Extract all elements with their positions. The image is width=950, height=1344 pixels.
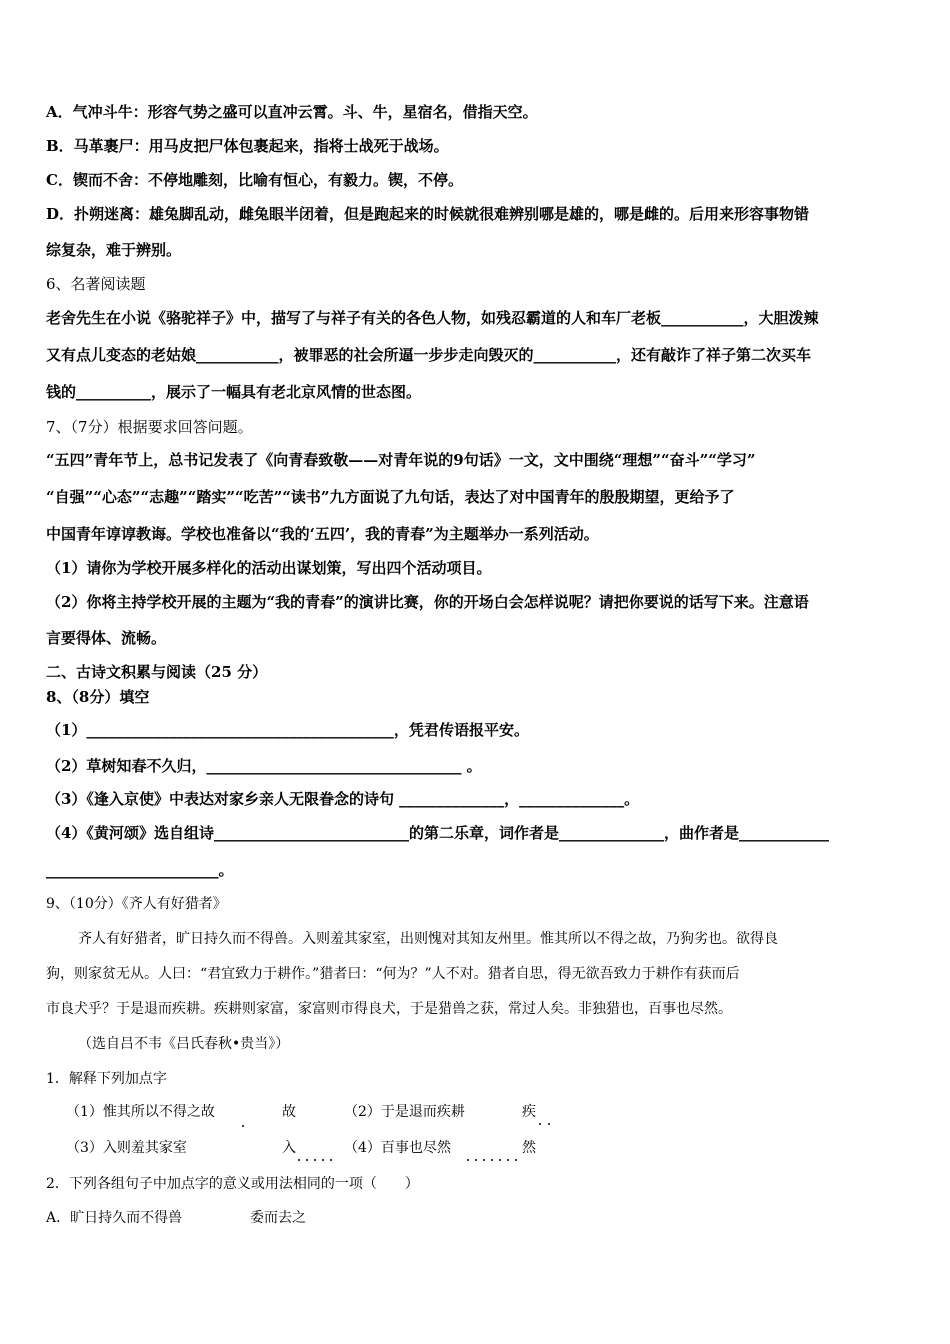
q9-sub2-a-left: A．旷日持久而不得兽 [46,1210,183,1226]
q8-item3: （3）《逢入京使》中表达对家乡亲人无限眷念的诗句 ______________，______________。 [46,790,640,808]
q9-sub2-heading: 2．下列各组句子中加点字的意义或用法相同的一项（ ） [46,1176,419,1192]
q8-item1: （1）_________________________________________，凭君传语报平安。 [46,721,529,739]
q9-sub1-a-char: 故 [282,1104,296,1120]
q6-line1: 老舍先生在小说《骆驼祥子》中，描写了与祥子有关的各色人物，如残忍霸道的人和车厂老板___________，大胆泼辣 [46,309,819,327]
q8-item4-line1: （4）《黄河颂》选自组诗__________________________的第二乐章，词作者是______________，曲作者是____________ [46,824,829,842]
q9-sub1-b: （2）于是退而疾耕 [344,1104,465,1120]
q7-sub2-line1: （2）你将主持学校开展的主题为“我的青春”的演讲比赛，你的开场白会怎样说呢？请把你要说的话写下来。注意语 [46,593,809,611]
q8-heading: 8、（8分）填空 [46,688,150,706]
q6-line2: 又有点儿变态的老姑娘___________，被罪恶的社会所逼一步步走向毁灭的___________，还有敲诈了祥子第二次买车 [46,346,812,364]
q9-sub1-d-char: 然 [522,1140,536,1156]
q9-text-line3: 市良犬乎？于是退而疾耕。疾耕则家富，家富则市得良犬，于是猎兽之获，常过人矣。非独猎也，百事也尽然。 [46,1001,732,1017]
q6-heading: 6、名著阅读题 [46,275,146,293]
q9-sub2-a-right: 委而去之 [250,1210,306,1226]
q9-source: （选自吕不韦《吕氏春秋•贵当》） [78,1036,290,1052]
q9-sub1-c: （3）入则羞其家室 [66,1140,187,1156]
q9-sub1-c-char: 入 [282,1140,296,1156]
q7-para1: “五四”青年节上，总书记发表了《向青春致敬——对青年说的9句话》一文，文中围绕“理想”“奋斗”“学习” [46,451,756,469]
q9-sub1-a: （1）惟其所以不得之故 [66,1104,215,1120]
q7-sub1: （1）请你为学校开展多样化的活动出谋划策，写出四个活动项目。 [46,559,492,577]
q7-para2: “自强”“心态”“志趣”“踏实”“吃苦”“读书”九方面说了九句话，表达了对中国青年的殷殷期望，更给予了 [46,488,735,506]
q7-sub2-line2: 言要得体、流畅。 [46,629,167,647]
q9-text-line1: 齐人有好猎者，旷日持久而不得兽。入则羞其家室，出则愧对其知友州里。惟其所以不得之故，乃狗劣也。欲得良 [78,931,778,947]
option-d-line2: 综复杂，难于辨别。 [46,241,182,259]
q8-item4-line2: _______________________。 [46,861,234,879]
option-b: B．马革裹尸：用马皮把尸体包裹起来，指将士战死于战场。 [46,137,449,155]
q9-sub1-b-char: 疾 [522,1104,536,1120]
option-a: A．气冲斗牛：形容气势之盛可以直冲云霄。斗、牛，星宿名，借指天空。 [46,103,538,121]
q7-heading: 7、（7分）根据要求回答问题。 [46,418,253,436]
q7-para3: 中国青年谆谆教诲。学校也准备以“我的‘五四’，我的青春”为主题举办一系列活动。 [46,525,599,543]
q8-item2: （2）草树知春不久归，__________________________________ 。 [46,757,482,775]
q6-line3: 钱的__________，展示了一幅具有老北京风情的世态图。 [46,383,422,401]
q9-text-line2: 狗，则家贫无从。人曰：“君宜致力于耕作。”猎者曰：“何为？”人不对。猎者自思，得无欲吾致力于耕作有获而后 [46,966,740,982]
q9-sub1-d: （4）百事也尽然 [344,1140,451,1156]
q9-sub1-heading: 1．解释下列加点字 [46,1071,167,1087]
section-heading: 二、古诗文积累与阅读（25 分） [46,663,268,681]
q9-heading: 9、（10分）《齐人有好猎者》 [46,896,227,912]
option-c: C．锲而不舍：不停地雕刻，比喻有恒心，有毅力。锲，不停。 [46,171,463,189]
option-d-line1: D．扑朔迷离：雄兔脚乱动，雌兔眼半闭着，但是跑起来的时候就很难辨别哪是雄的，哪是雌的。后用来形容事物错 [46,205,810,223]
